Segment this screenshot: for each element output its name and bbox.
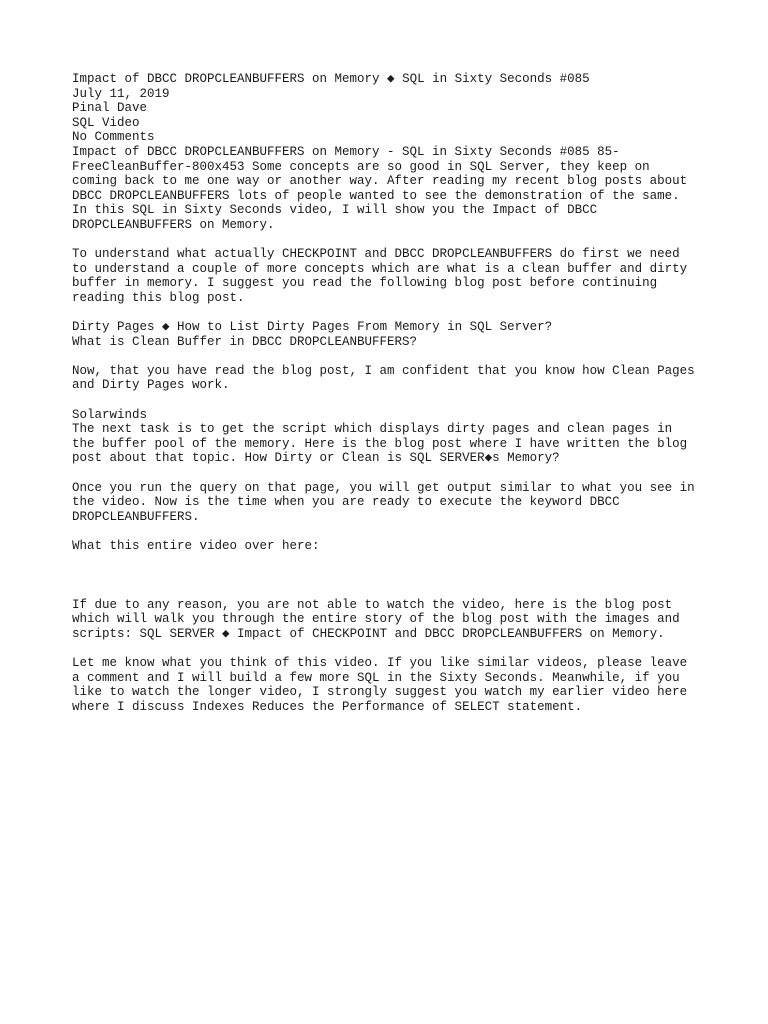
text-line: DBCC DROPCLEANBUFFERS lots of people wanted to see the demonstration of the same. [72, 188, 680, 203]
clean-buffer-link[interactable]: What is Clean Buffer in DBCC DROPCLEANBUFFERS? [72, 334, 418, 349]
video-embed-area [72, 554, 712, 598]
text-line: a comment and I will build a few more SQL in the Sixty Seconds. Meanwhile, if you [72, 670, 680, 685]
reason-paragraph [72, 598, 712, 642]
post-author: Pinal Dave [72, 101, 148, 116]
related-links [72, 320, 712, 349]
text-line: FreeCleanBuffer-800x453 Some concepts are so good in SQL Server, they keep on [72, 159, 650, 174]
text-line: buffer in memory. I suggest you read the following blog post before continuing [72, 276, 658, 291]
text-line: Once you run the query on that page, you will get output similar to what you see in [72, 480, 695, 495]
closing-paragraph [72, 656, 712, 714]
text-line: Let me know what you think of this video. If you like similar videos, please leave [72, 655, 688, 670]
text-line: In this SQL in Sixty Seconds video, I will show you the Impact of DBCC [72, 203, 598, 218]
text-line: like to watch the longer video, I strongly suggest you watch my earlier video here [72, 685, 688, 700]
post-category: SQL Video [72, 115, 140, 130]
post-comments: No Comments [72, 130, 155, 145]
text-line: to understand a couple of more concepts which are what is a clean buffer and dirty [72, 261, 688, 276]
text-line: To understand what actually CHECKPOINT and DBCC DROPCLEANBUFFERS do first we need [72, 247, 680, 262]
text-line: scripts: SQL SERVER ◆ Impact of CHECKPOINT and DBCC DROPCLEANBUFFERS on Memory. [72, 626, 665, 641]
solarwinds-label: Solarwinds [72, 407, 148, 422]
text-line: the video. Now is the time when you are ready to execute the keyword DBCC [72, 495, 620, 510]
post-title: Impact of DBCC DROPCLEANBUFFERS on Memory ◆ SQL in Sixty Seconds #085 [72, 72, 590, 86]
text-line: If due to any reason, you are not able to watch the video, here is the blog post [72, 597, 673, 612]
next-task-paragraph [72, 408, 712, 466]
text-line: the buffer pool of the memory. Here is the blog post where I have written the blog [72, 436, 688, 451]
text-line: coming back to me one way or another way. After reading my recent blog posts about [72, 174, 688, 189]
text-line: where I discuss Indexes Reduces the Performance of SELECT statement. [72, 699, 583, 714]
post-header [72, 72, 712, 145]
text-line: DROPCLEANBUFFERS on Memory. [72, 217, 275, 232]
dirty-pages-link[interactable]: Dirty Pages ◆ How to List Dirty Pages From Memory in SQL Server? [72, 320, 553, 335]
video-paragraph [72, 539, 712, 554]
post-date: July 11, 2019 [72, 86, 170, 101]
video-intro-line: What this entire video over here: [72, 539, 320, 553]
text-line: DROPCLEANBUFFERS. [72, 509, 200, 524]
text-line: post about that topic. How Dirty or Clean is SQL SERVER◆s Memory? [72, 451, 560, 466]
confident-paragraph [72, 364, 712, 393]
understand-paragraph [72, 247, 712, 305]
text-line: Now, that you have read the blog post, I am confident that you know how Clean Pages [72, 363, 695, 378]
text-line: Impact of DBCC DROPCLEANBUFFERS on Memory - SQL in Sixty Seconds #085 85- [72, 144, 620, 159]
document-page [72, 72, 712, 729]
text-line: which will walk you through the entire story of the blog post with the images and [72, 612, 680, 627]
query-paragraph [72, 481, 712, 525]
text-line: and Dirty Pages work. [72, 378, 230, 393]
intro-paragraph [72, 145, 712, 233]
text-line: The next task is to get the script which displays dirty pages and clean pages in [72, 422, 673, 437]
text-line: reading this blog post. [72, 290, 245, 305]
